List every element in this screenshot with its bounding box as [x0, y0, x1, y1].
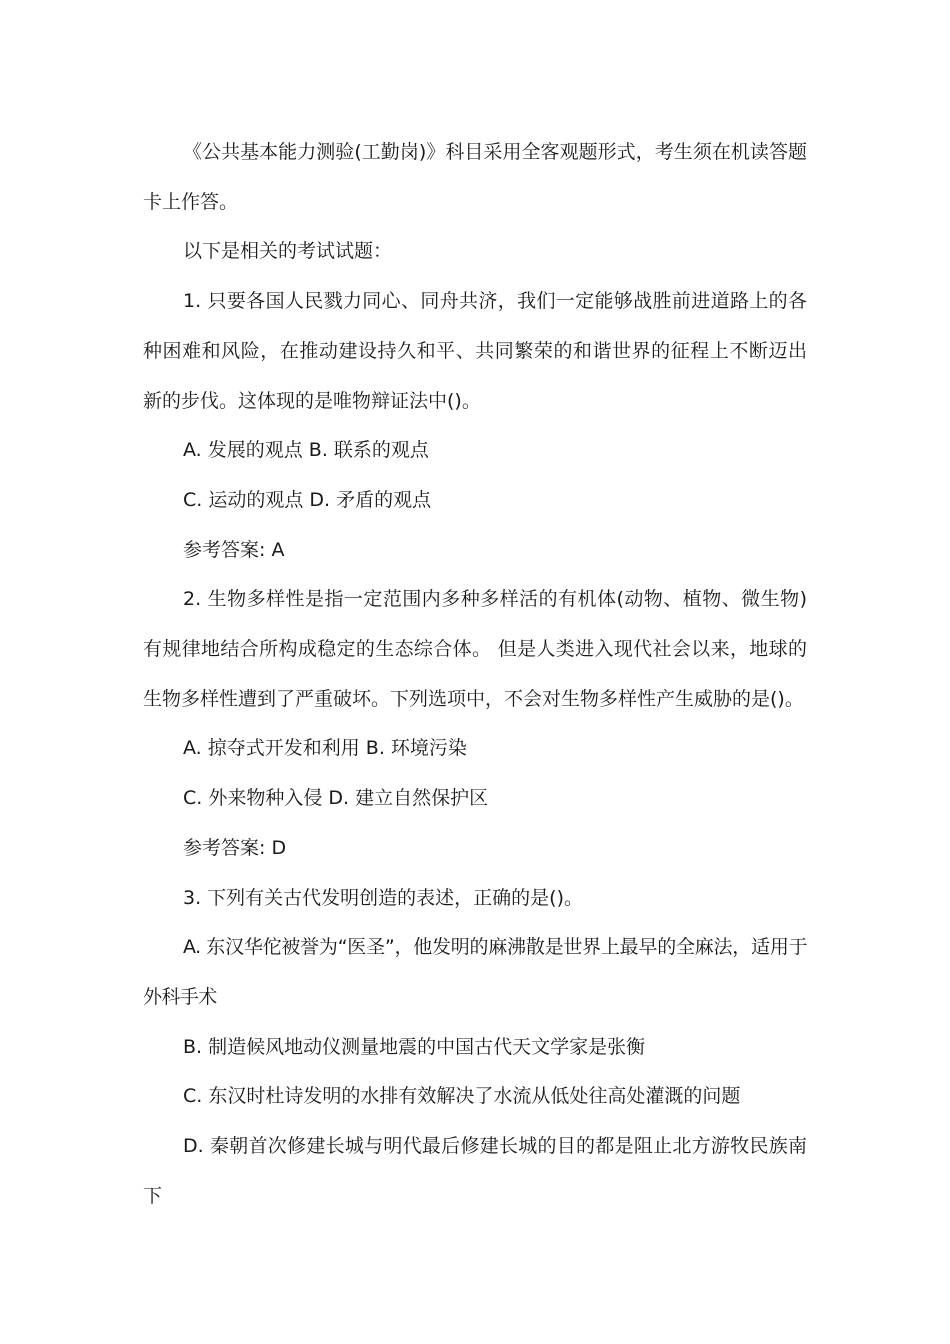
- question-1-answer: 参考答案: A: [183, 538, 285, 561]
- question-2-answer: 参考答案: D: [183, 836, 287, 859]
- question-1-stem: 1. 只要各国人民戮力同心、同舟共济，我们一定能够战胜前进道路上的各种困难和风险，在推动建设持久和平、共同繁荣的和谐世界的征程上不断迈出新的步伐。这体现的是唯物辩证法中()。: [143, 290, 807, 412]
- question-1-option-line-1: A. 发展的观点 B. 联系的观点: [183, 439, 429, 462]
- question-3-option-b: B. 制造候风地动仪测量地震的中国古代天文学家是张衡: [183, 1035, 646, 1058]
- intro-paragraph: 《公共基本能力测验(工勤岗)》科目采用全客观题形式，考生须在机读答题卡上作答。: [143, 141, 807, 213]
- question-3-stem: 3. 下列有关古代发明创造的表述，正确的是()。: [183, 886, 583, 909]
- question-2-option-line-1: A. 掠夺式开发和利用 B. 环境污染: [183, 737, 467, 760]
- question-3-option-a: A. 东汉华佗被誉为“医圣”，他发明的麻沸散是世界上最早的全麻法，适用于外科手术: [143, 936, 807, 1008]
- lead-paragraph: 以下是相关的考试试题：: [183, 240, 393, 263]
- question-3-option-c: C. 东汉时杜诗发明的水排有效解决了水流从低处往高处灌溉的问题: [183, 1085, 741, 1108]
- question-1-option-line-2: C. 运动的观点 D. 矛盾的观点: [183, 488, 432, 511]
- question-3-option-d: D. 秦朝首次修建长城与明代最后修建长城的目的都是阻止北方游牧民族南下: [143, 1135, 807, 1207]
- document-body: [143, 128, 807, 1221]
- question-2-option-line-2: C. 外来物种入侵 D. 建立自然保护区: [183, 787, 489, 810]
- question-2-stem: 2. 生物多样性是指一定范围内多种多样活的有机体(动物、植物、微生物)有规律地结合所构成稳定的生态综合体。 但是人类进入现代社会以来，地球的生物多样性遭到了严重破坏。下列选项中，不会对生物多样性产生威胁的是()。: [143, 588, 807, 710]
